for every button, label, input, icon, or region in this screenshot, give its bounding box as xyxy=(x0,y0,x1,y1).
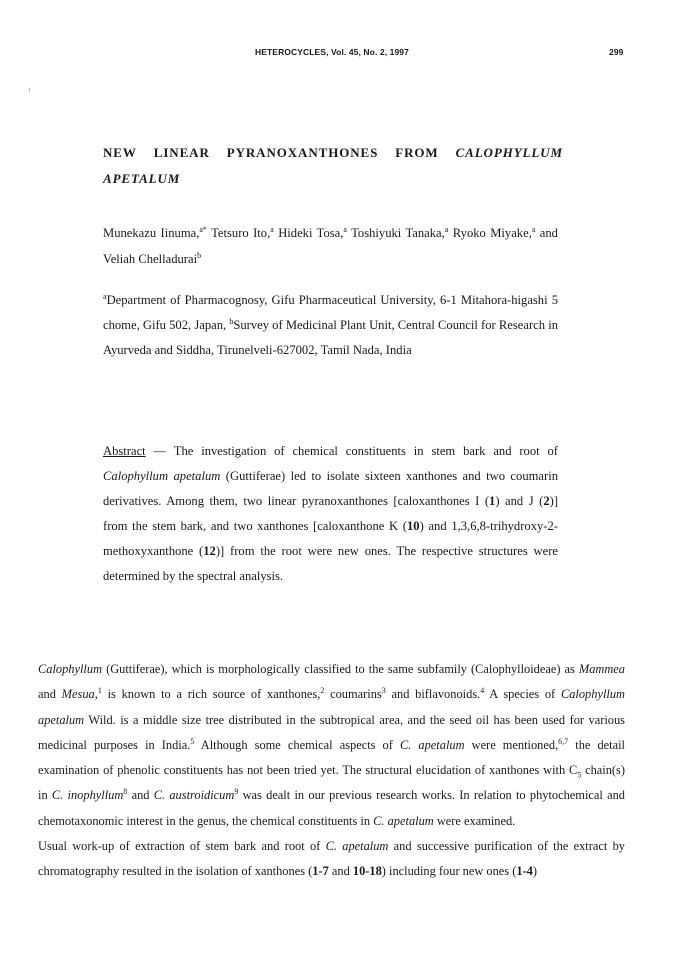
subscript: 5 xyxy=(577,770,582,780)
abstract-text: ) and J ( xyxy=(495,494,544,508)
compound-number: 10-18 xyxy=(352,864,382,879)
title-word-italic: CALOPHYLLUM xyxy=(455,145,563,160)
reference-mark: 1 xyxy=(97,686,102,696)
reference-mark: 5 xyxy=(190,736,195,746)
author-mark: a xyxy=(270,224,274,234)
title-word: NEW xyxy=(103,145,137,160)
italic-term: Calophyllum xyxy=(38,662,103,676)
compound-number: 10 xyxy=(407,519,420,533)
compound-number: 12 xyxy=(203,544,216,558)
text-run: the detail examination of phenolic constituents has not been tried yet. The structural elucidation of xanthones with C xyxy=(38,737,625,778)
text-run: ) including four new ones ( xyxy=(381,864,517,879)
affiliations xyxy=(103,288,558,363)
title-line-2: APETALUM xyxy=(103,171,181,186)
text-run: and successive purification of the extract by chromatography resulted in the isolation of xanthones ( xyxy=(38,839,625,879)
text-run: A species of xyxy=(484,687,561,702)
paragraph-2 xyxy=(38,834,625,885)
reference-mark: 6,7 xyxy=(558,736,569,746)
italic-term: C. inophyllum xyxy=(51,788,124,803)
affiliation-a: Department of Pharmacognosy, Gifu Pharmaceutical University, 6-1 Mitahora-higashi 5 chome, Gifu 502, Japan, xyxy=(103,293,558,332)
title-line-1 xyxy=(103,140,563,166)
text-run: ) xyxy=(532,864,538,879)
affiliation-b: Survey of Medicinal Plant Unit, Central Council for Research in Ayurveda and Siddha, Tirunelveli-627002, Tamil Nada, India xyxy=(103,318,559,357)
scan-mark xyxy=(29,88,30,92)
text-run: (Guttiferae), which is morphologically classified to the same subfamily (Calophylloideae) as xyxy=(102,662,579,676)
author-name: Tetsuro Ito, xyxy=(211,226,271,240)
author-list xyxy=(103,220,558,272)
text-run: and xyxy=(328,864,353,879)
text-run: coumarins xyxy=(324,687,382,702)
text-run: and xyxy=(38,687,62,702)
reference-mark: 9 xyxy=(234,787,239,797)
abstract-dash: — xyxy=(145,444,174,458)
main-text xyxy=(38,657,625,885)
compound-number: 1 xyxy=(489,494,496,508)
italic-term: C. austroidicum xyxy=(153,788,235,803)
abstract-text: (Guttiferae) led to isolate sixteen xanthones and two coumarin derivatives. Among them, two linear pyranoxanthones [caloxanthones I ( xyxy=(103,469,558,508)
compound-number: 1-7 xyxy=(312,864,329,879)
italic-term: Mammea xyxy=(578,662,625,676)
title-word: LINEAR xyxy=(153,145,210,160)
reference-mark: 2 xyxy=(320,686,325,696)
abstract xyxy=(103,439,558,589)
affiliation-mark: b xyxy=(229,316,234,326)
author-name: and Veliah Chelladurai xyxy=(103,226,558,266)
abstract-text: )] from the stem bark, and two xanthones [caloxanthone K ( xyxy=(103,494,559,533)
text-run: were examined. xyxy=(433,813,516,828)
text-run: Wild. is a middle size tree distributed in the subtropical area, and the seed oil has been used for various medicinal purposes in India. xyxy=(38,712,625,752)
text-run: were mentioned, xyxy=(464,737,559,752)
title-word: FROM xyxy=(395,145,439,160)
compound-number: 1-4 xyxy=(516,864,533,879)
title-word: PYRANOXANTHONES xyxy=(226,145,379,160)
text-run: is known to a rich source of xanthones, xyxy=(101,687,321,702)
author-name: Munekazu Iinuma, xyxy=(103,226,200,240)
italic-term: Calophyllum apetalum xyxy=(38,687,625,727)
text-run: and biflavonoids. xyxy=(385,687,481,702)
author-mark: b xyxy=(197,250,202,260)
italic-term: C. apetalum xyxy=(399,737,465,752)
author-name: Toshiyuki Tanaka, xyxy=(351,226,445,240)
article-title xyxy=(103,140,563,192)
affiliation-mark: a xyxy=(103,291,107,301)
author-mark: a* xyxy=(199,224,207,234)
italic-term: C. apetalum xyxy=(373,813,434,828)
abstract-text: The investigation of chemical constituents in stem bark and root of xyxy=(173,444,558,458)
page-number: 299 xyxy=(609,47,624,57)
author-name: Ryoko Miyake, xyxy=(452,226,532,240)
abstract-text: )] from the root were new ones. The respective structures were determined by the spectral analysis. xyxy=(103,544,558,583)
compound-number: 2 xyxy=(543,494,550,508)
abstract-species: Calophyllum apetalum xyxy=(103,469,221,483)
text-run: chain(s) in xyxy=(38,763,625,803)
text-run: and xyxy=(127,788,154,803)
reference-mark: 8 xyxy=(123,787,128,797)
reference-mark: 4 xyxy=(480,686,485,696)
reference-mark: 3 xyxy=(381,686,386,696)
author-mark: a xyxy=(444,224,449,234)
author-mark: a xyxy=(343,224,347,234)
abstract-label: Abstract xyxy=(103,444,146,458)
author-mark: a xyxy=(531,224,536,234)
italic-term: Mesua, xyxy=(61,687,98,702)
text-run: Usual work-up of extraction of stem bark and root of xyxy=(38,839,326,854)
italic-term: C. apetalum xyxy=(325,839,389,854)
abstract-text: ) and 1,3,6,8-trihydroxy-2-methoxyxanthone ( xyxy=(103,519,558,558)
paragraph-1 xyxy=(38,657,625,834)
text-run: was dealt in our previous research works. In relation to phytochemical and chemotaxonomic interest in the genus, the chemical constituents in xyxy=(38,788,625,828)
journal-citation: HETEROCYCLES, Vol. 45, No. 2, 1997 xyxy=(255,47,409,57)
text-run: Although some chemical aspects of xyxy=(194,737,400,752)
author-name: Hideki Tosa, xyxy=(278,226,344,240)
